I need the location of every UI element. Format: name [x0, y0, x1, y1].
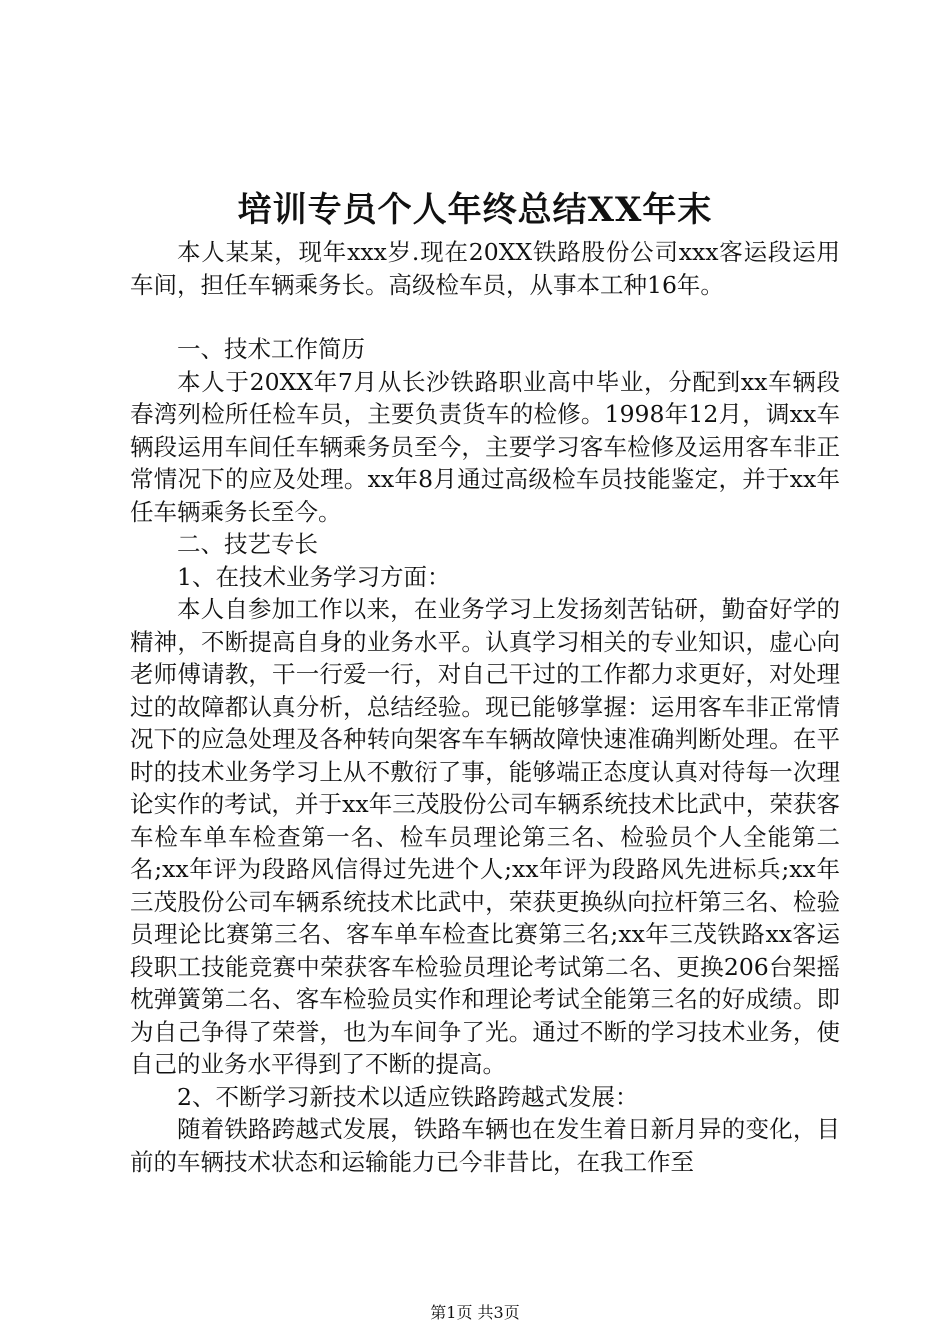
paragraph-tech-resume: 本人于20XX年7月从长沙铁路职业高中毕业，分配到xx车辆段春湾列检所任检车员，主要负责货车的检修。1998年12月，调xx车辆段运用车间任车辆乘务员至今，主要学习客车检修及运用客车非正常情况下的应及处理。xx年8月通过高级检车员技能鉴定，并于xx年任车辆乘务长至今。: [130, 367, 840, 526]
subsection-heading-study: 1、在技术业务学习方面：: [177, 562, 451, 591]
paragraph-new-tech: 随着铁路跨越式发展，铁路车辆也在发生着日新月异的变化，目前的车辆技术状态和运输能力已今非昔比，在我工作至: [130, 1115, 840, 1176]
section-heading-tech-resume: 一、技术工作简历: [177, 335, 365, 363]
page-footer: 第1页 共3页: [430, 1303, 520, 1322]
subsection-heading-new-tech: 2、不断学习新技术以适应铁路跨越式发展：: [177, 1082, 639, 1111]
document-title: 培训专员个人年终总结XX年末: [237, 190, 713, 230]
document-body: [130, 236, 840, 1178]
section-heading-skills: 二、技艺专长: [177, 530, 318, 558]
paragraph-intro: 本人某某，现年xxx岁.现在20XX铁路股份公司xxx客运段运用车间，担任车辆乘务长。高级检车员，从事本工种16年。: [130, 238, 840, 299]
paragraph-study: 本人自参加工作以来，在业务学习上发扬刻苦钻研，勤奋好学的精神，不断提高自身的业务水平。认真学习相关的专业知识，虚心向老师傅请教，干一行爱一行，对自己干过的工作都力求更好，对处理过的故障都认真分析，总结经验。现已能够掌握：运用客车非正常情况下的应急处理及各种转向架客车车辆故障快速准确判断处理。在平时的技术业务学习上从不敷衍了事，能够端正态度认真对待每一次理论实作的考试，并于xx年三茂股份公司车辆系统技术比武中，荣获客车检车单车检查第一名、检车员理论第三名、检验员个人全能第二名;xx年评为段路风信得过先进个人;xx年评为段路风先进标兵;xx年三茂股份公司车辆系统技术比武中，荣获更换纵向拉杆第三名、检验员理论比赛第三名、客车单车检查比赛第三名;xx年三茂铁路xx客运段职工技能竞赛中荣获客车检验员理论考试第二名、更换206台架摇枕弹簧第二名、客车检验员实作和理论考试全能第三名的好成绩。即为自己争得了荣誉，也为车间争了光。通过不断的学习技术业务，使自己的业务水平得到了不断的提高。: [130, 595, 840, 1078]
